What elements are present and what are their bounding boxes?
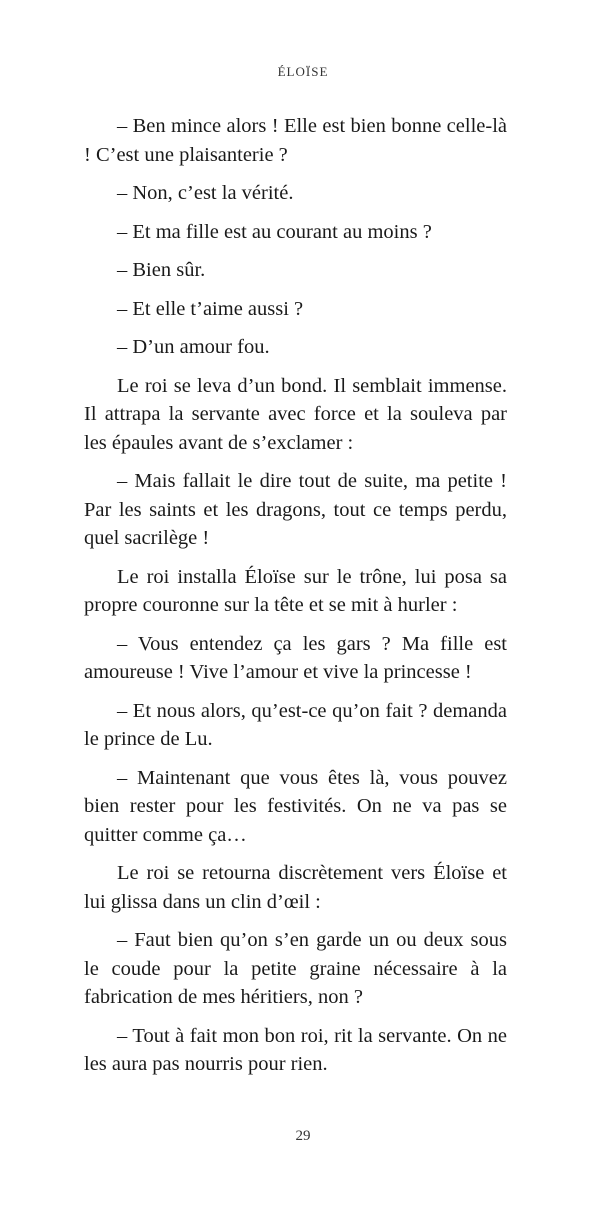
paragraph: – Et elle t’aime aussi ? — [117, 297, 304, 320]
paragraph: – Maintenant que vous êtes là, vous pouvez bien rester pour les festivités. On ne va pas se quitter comme ça… — [84, 766, 507, 846]
paragraph: Le roi se leva d’un bond. Il semblait immense. Il attrapa la servante avec force et la souleva par les épaules avant de s’exclamer : — [84, 374, 507, 454]
paragraph: – Bien sûr. — [117, 259, 206, 281]
body-text — [84, 112, 507, 1089]
paragraph: – Non, c’est la vérité. — [117, 182, 294, 204]
paragraph: Le roi se retourna discrètement vers Éloïse et lui glissa dans un clin d’œil : — [84, 862, 507, 913]
paragraph: – Et ma fille est au courant au moins ? — [117, 220, 432, 243]
paragraph: – Tout à fait mon bon roi, rit la servante. On ne les aura pas nourris pour rien. — [84, 1024, 507, 1075]
paragraph: – Mais fallait le dire tout de suite, ma petite ! Par les saints et les dragons, tout ce temps perdu, quel sacrilège ! — [84, 470, 507, 549]
running-head-title: ÉLOÏSE — [277, 64, 329, 79]
paragraph: – D’un amour fou. — [117, 336, 270, 358]
paragraph: – Ben mince alors ! Elle est bien bonne celle-là ! C’est une plaisanterie ? — [84, 115, 507, 166]
paragraph: – Et nous alors, qu’est-ce qu’on fait ? demanda le prince de Lu. — [84, 699, 507, 750]
paragraph: Le roi installa Éloïse sur le trône, lui posa sa propre couronne sur la tête et se mit à hurler : — [84, 565, 507, 616]
paragraph: – Vous entendez ça les gars ? Ma fille est amoureuse ! Vive l’amour et vive la princesse ! — [84, 632, 507, 683]
paragraph: – Faut bien qu’on s’en garde un ou deux sous le coude pour la petite graine nécessaire à la fabrication de mes héritiers, non ? — [84, 929, 507, 1008]
page-number: 29 — [295, 1128, 311, 1144]
